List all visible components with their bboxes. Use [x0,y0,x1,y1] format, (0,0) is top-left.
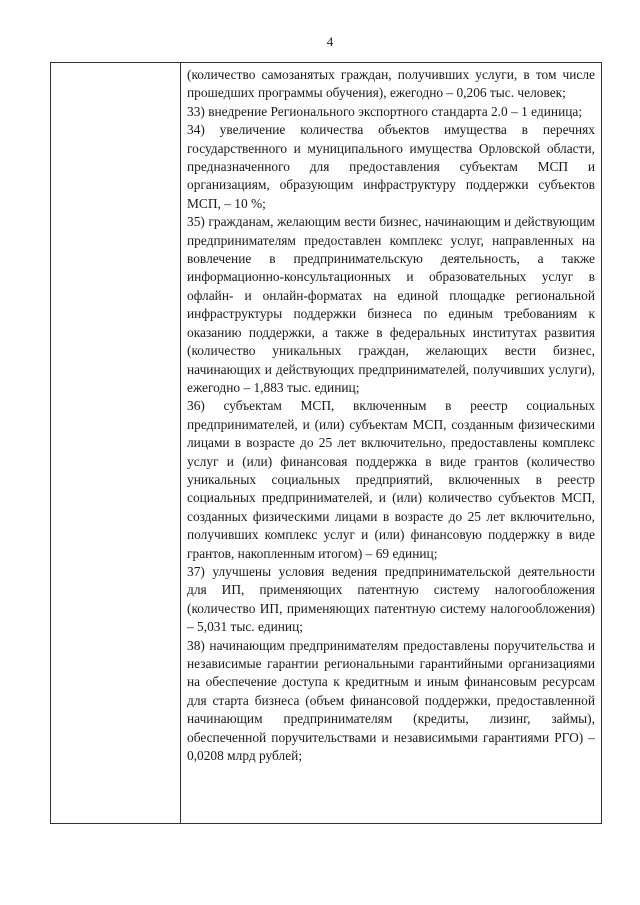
item-33: 33) внедрение Регионального экспортного стандарта 2.0 – 1 единица; [187,103,583,119]
table-right-column [181,63,601,823]
item-continuation: (количество самозанятых граждан, получивших услуги, в том числе прошедших программы обучения), ежегодно – 0,206 тыс. человек; [187,67,595,101]
item-35: 35) гражданам, желающим вести бизнес, начинающим и действующим предпринимателям предоставлен комплекс услуг, направленных на вовлечение в предпринимательскую деятельность, а также информационно-консультационных и образовательных услуг в офлайн- и онлайн-форматах на единой площадке региональной инфраструктуры поддержки бизнеса по единым требованиям к оказанию поддержки, а также в федеральных институтах развития (количество уникальных граждан, желающих вести бизнес, начинающих и действующих предпринимателей, получивших услуги), ежегодно – 1,883 тыс. единиц; [187,214,595,395]
item-34: 34) увеличение количества объектов имущества в перечнях государственного и муниципального имущества Орловской области, предназначенного для предоставления субъектам МСП и организациям, образующим инфраструктуру поддержки субъектов МСП, – 10 %; [187,122,595,211]
item-36: 36) субъектам МСП, включенным в реестр социальных предпринимателей, и (или) субъектам МСП, созданным физическими лицами в возрасте до 25 лет включительно, предоставлены комплекс услуг и (или) финансовая поддержка в виде грантов (количество уникальных социальных предприятий, включенных в реестр социальных предпринимателей, и (или) количество субъектов МСП, созданных физическими лицами в возрасте до 25 лет включительно, получивших комплекс услуг и (или) финансовую поддержку в виде грантов, накопленным итогом) – 69 единиц; [187,398,595,561]
document-table [50,62,602,824]
item-38: 38) начинающим предпринимателям предоставлены поручительства и независимые гарантии региональными гарантийными организациями на обеспечение доступа к кредитным и иным финансовым ресурсам для старта бизнеса (объем финансовой поддержки, предоставленной начинающим предпринимателям (кредиты, лизинг, займы), обеспеченной поручительствами и независимыми гарантиями РГО) – 0,0208 млрд рублей; [187,637,595,764]
page-number: 4 [326,34,334,49]
table-left-column [51,63,181,823]
item-37: 37) улучшены условия ведения предпринимательской деятельности для ИП, применяющих патентную систему налогообложения (количество ИП, применяющих патентную систему налогообложения) – 5,031 тыс. единиц; [187,563,595,635]
